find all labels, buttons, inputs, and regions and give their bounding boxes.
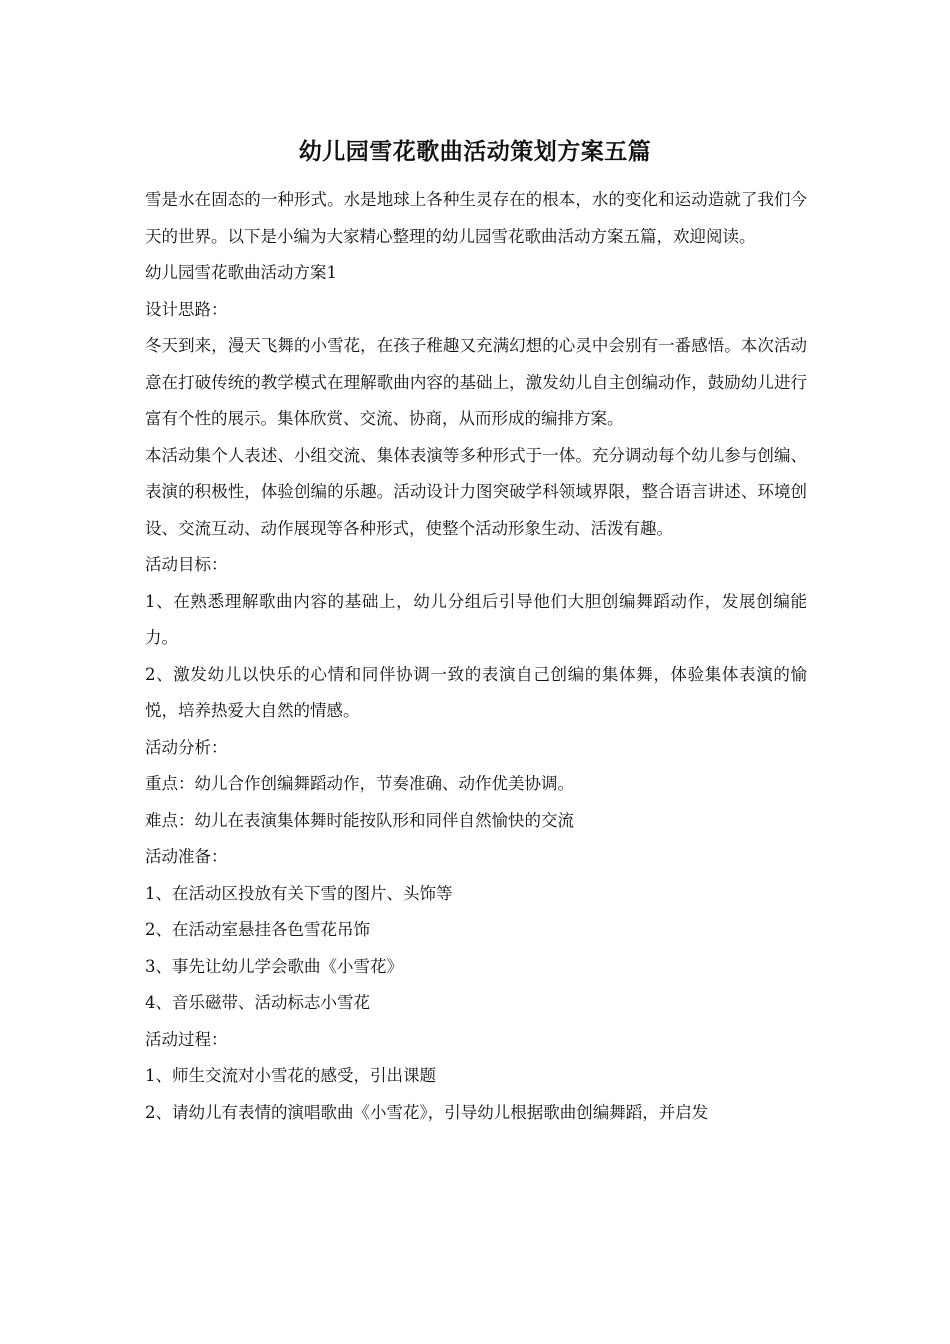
design-idea-paragraph-2: 本活动集个人表述、小组交流、集体表演等多种形式于一体。充分调动每个幼儿参与创编、表演的积极性，体验创编的乐趣。活动设计力图突破学科领域界限，整合语言讲述、环境创设、交流互动、动作展现等各种形式，使整个活动形象生动、活泼有趣。 bbox=[145, 445, 807, 538]
analysis-key-point: 重点：幼儿合作创编舞蹈动作，节奏准确、动作优美协调。 bbox=[145, 774, 574, 793]
heading-design-idea: 设计思路： bbox=[145, 299, 228, 319]
preparation-item-2: 2、在活动室悬挂各色雪花吊饰 bbox=[145, 920, 370, 939]
heading-activity-analysis: 活动分析： bbox=[145, 737, 228, 757]
design-idea-paragraph-1: 冬天到来，漫天飞舞的小雪花，在孩子稚趣又充满幻想的心灵中会别有一番感悟。本次活动意在打破传统的教学模式在理解歌曲内容的基础上，激发幼儿自主创编动作，鼓励幼儿进行富有个性的展示。集体欣赏、交流、协商，从而形成的编排方案。 bbox=[145, 336, 807, 428]
analysis-difficulty: 难点：幼儿在表演集体舞时能按队形和同伴自然愉快的交流 bbox=[145, 810, 574, 830]
process-step-1: 1、师生交流对小雪花的感受，引出课题 bbox=[145, 1066, 436, 1085]
heading-activity-process: 活动过程： bbox=[145, 1029, 228, 1049]
preparation-item-4: 4、音乐磁带、活动标志小雪花 bbox=[145, 993, 370, 1012]
goal-item-1: 1、在熟悉理解歌曲内容的基础上，幼儿分组后引导他们大胆创编舞蹈动作，发展创编能力。 bbox=[145, 591, 807, 647]
heading-activity-preparation: 活动准备： bbox=[145, 847, 228, 866]
document-title: 幼儿园雪花歌曲活动策划方案五篇 bbox=[298, 138, 652, 165]
intro-paragraph: 雪是水在固态的一种形式。水是地球上各种生灵存在的根本，水的变化和运动造就了我们今天的世界。以下是小编为大家精心整理的幼儿园雪花歌曲活动方案五篇，欢迎阅读。 bbox=[145, 190, 807, 246]
section-heading-plan-1: 幼儿园雪花歌曲活动方案1 bbox=[145, 263, 337, 282]
document-body bbox=[145, 182, 807, 1131]
preparation-item-3: 3、事先让幼儿学会歌曲《小雪花》 bbox=[145, 956, 403, 976]
preparation-item-1: 1、在活动区投放有关下雪的图片、头饰等 bbox=[145, 883, 453, 903]
heading-activity-goals: 活动目标： bbox=[145, 555, 228, 574]
process-step-2: 2、请幼儿有表情的演唱歌曲《小雪花》，引导幼儿根据歌曲创编舞蹈，并启发 bbox=[145, 1102, 709, 1122]
goal-item-2: 2、激发幼儿以快乐的心情和同伴协调一致的表演自己创编的集体舞，体验集体表演的愉悦，培养热爱大自然的情感。 bbox=[145, 664, 807, 720]
